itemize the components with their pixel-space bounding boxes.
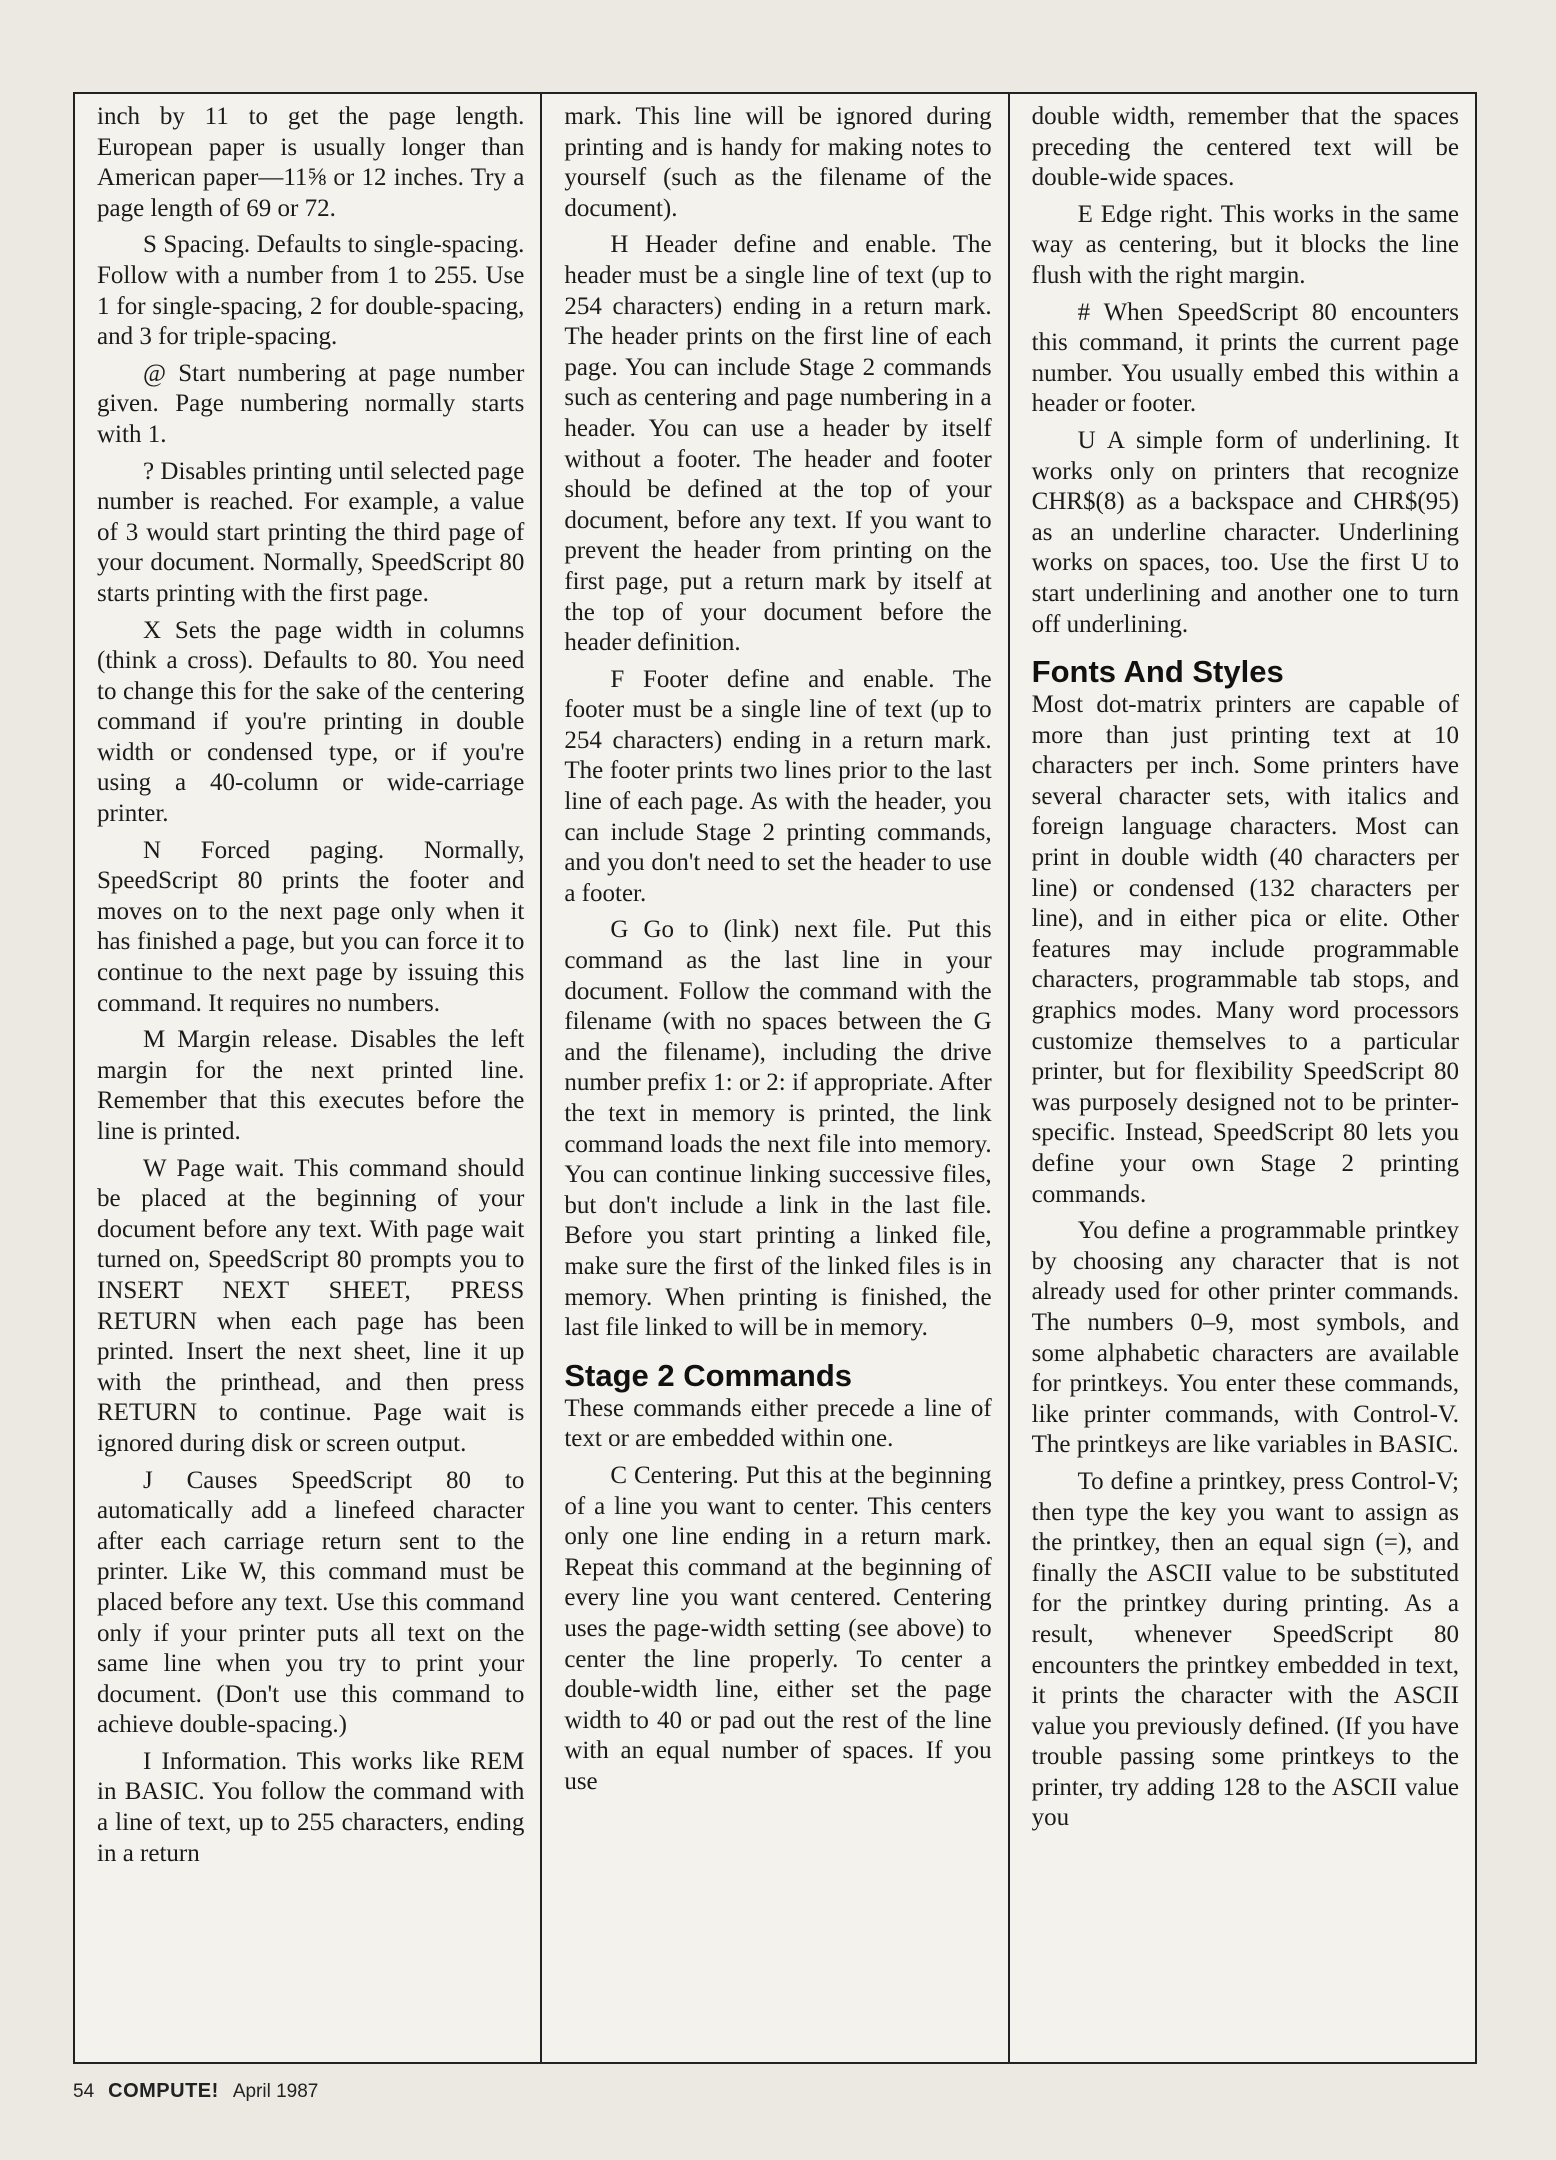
paragraph: mark. This line will be ignored during printing and is handy for making notes to yourself (such as the filename of the document).	[564, 103, 992, 222]
paragraph: # When SpeedScript 80 encounters this command, it prints the current page number. You usually embed this within a header or footer.	[1031, 298, 1459, 418]
paragraph: G Go to (link) next file. Put this command as the last line in your document. Follow the command with the filename (with no spaces between the G and the filename), including the drive number prefix 1: or 2: if appropriate. After the text in memory is printed, the link command loads the next file into memory. You can continue linking successive files, but don't include a link in the last file. Before you start printing a linked file, make sure the first of the linked files is in memory. When printing is finished, the last file linked to will be in memory.	[564, 916, 992, 1342]
paragraph: N Forced paging. Normally, SpeedScript 80 prints the footer and moves on to the next page only when it has finished a page, but you can force it to continue to the next page by issuing this command. It requires no numbers.	[97, 836, 525, 1017]
paragraph: X Sets the page width in columns (think a cross). Defaults to 80. You need to change this for the sake of the centering command if you're printing in double width or condensed type, or if you're using a 40-column or wide-carriage printer.	[97, 616, 525, 828]
paragraph: Most dot-matrix printers are capable of more than just printing text at 10 characters per inch. Some printers have several character sets, with italics and foreign language characters. Most can print in double width (40 characters per line) or condensed (132 characters per line), and in either pica or elite. Other features may include programmable characters, programmable tab stops, and graphics modes. Many word processors customize themselves to a particular printer, but for flexibility SpeedScript 80 was purposely designed not to be printer-specific. Instead, SpeedScript 80 lets you define your own Stage 2 printing commands.	[1031, 691, 1459, 1208]
paragraph: double width, remember that the spaces preceding the centered text will be double-wide spaces.	[1031, 103, 1459, 192]
issue-date: April 1987	[232, 2081, 319, 2102]
column-2	[542, 94, 1009, 2062]
paragraph: ? Disables printing until selected page number is reached. For example, a value of 3 would start printing the third page of your document. Normally, SpeedScript 80 starts printing with the first page.	[97, 457, 525, 607]
paragraph: These commands either precede a line of text or are embedded within one.	[564, 1394, 992, 1453]
section-heading-fonts-and-styles: Fonts And Styles	[1031, 654, 1284, 690]
magazine-name: COMPUTE!	[108, 2080, 219, 2102]
paragraph: To define a printkey, press Control-V; then type the key you want to assign as the printkey, then an equal sign (=), and finally the ASCII value to be substituted for the printkey during printing. As a result, whenever SpeedScript 80 encounters the printkey embedded in text, it prints the character with the ASCII value you previously defined. (If you have trouble passing some printkeys to the printer, try adding 128 to the ASCII value you	[1031, 1467, 1459, 1832]
paragraph: @ Start numbering at page number given. Page numbering normally starts with 1.	[97, 359, 525, 448]
page-footer	[73, 2080, 318, 2110]
section-heading-stage-2-commands: Stage 2 Commands	[564, 1357, 853, 1393]
paragraph: J Causes SpeedScript 80 to automatically add a linefeed character after each carriage return sent to the printer. Like W, this command must be placed before any text. Use this command only if your printer puts all text on the same line when you try to print your document. (Don't use this command to achieve double-spacing.)	[97, 1466, 525, 1739]
paragraph: I Information. This works like REM in BASIC. You follow the command with a line of text, up to 255 characters, ending in a return	[97, 1747, 525, 1867]
paragraph: inch by 11 to get the page length. European paper is usually longer than American paper—11⅝ or 12 inches. Try a page length of 69 or 72.	[97, 103, 525, 222]
paragraph: F Footer define and enable. The footer must be a single line of text (up to 254 characters) ending in a return mark. The footer prints two lines prior to the last line of each page. As with the header, you can include Stage 2 printing commands, and you don't need to set the header to use a footer.	[564, 665, 992, 907]
paragraph: U A simple form of underlining. It works only on printers that recognize CHR$(8) as a backspace and CHR$(95) as an underline character. Underlining works on spaces, too. Use the first U to start underlining and another one to turn off underlining.	[1031, 426, 1459, 638]
article-frame	[73, 92, 1477, 2064]
paragraph: E Edge right. This works in the same way as centering, but it blocks the line flush with the right margin.	[1031, 200, 1459, 289]
column-3	[1010, 94, 1475, 2062]
paragraph: W Page wait. This command should be placed at the beginning of your document before any text. With page wait turned on, SpeedScript 80 prompts you to INSERT NEXT SHEET, PRESS RETURN when each page has been printed. Insert the next sheet, line it up with the printhead, and then press RETURN to continue. Page wait is ignored during disk or screen output.	[97, 1154, 525, 1457]
column-1	[75, 94, 542, 2062]
paragraph: S Spacing. Defaults to single-spacing. Follow with a number from 1 to 255. Use 1 for single-spacing, 2 for double-spacing, and 3 for triple-spacing.	[97, 231, 525, 351]
paragraph: C Centering. Put this at the beginning of a line you want to center. This centers only one line ending in a return mark. Repeat this command at the beginning of every line you want centered. Centering uses the page-width setting (see above) to center the line properly. To center a double-width line, either set the page width to 40 or pad out the rest of the line with an equal number of spaces. If you use	[564, 1461, 992, 1795]
page-number: 54	[73, 2081, 95, 2102]
paragraph: H Header define and enable. The header must be a single line of text (up to 254 characters) ending in a return mark. The header prints on the first line of each page. You can include Stage 2 commands such as centering and page numbering in a header. You can use a header by itself without a footer. The header and footer should be defined at the top of your document, before any text. If you want to prevent the header from printing on the first page, put a return mark by itself at the top of your document before the header definition.	[564, 231, 992, 657]
paragraph: M Margin release. Disables the left margin for the next printed line. Remember that this executes before the line is printed.	[97, 1026, 525, 1145]
paragraph: You define a programmable printkey by choosing any character that is not already used for other printer commands. The numbers 0–9, most symbols, and some alphabetic characters are available for printkeys. You enter these commands, like printer commands, with Control-V. The printkeys are like variables in BASIC.	[1031, 1217, 1459, 1459]
